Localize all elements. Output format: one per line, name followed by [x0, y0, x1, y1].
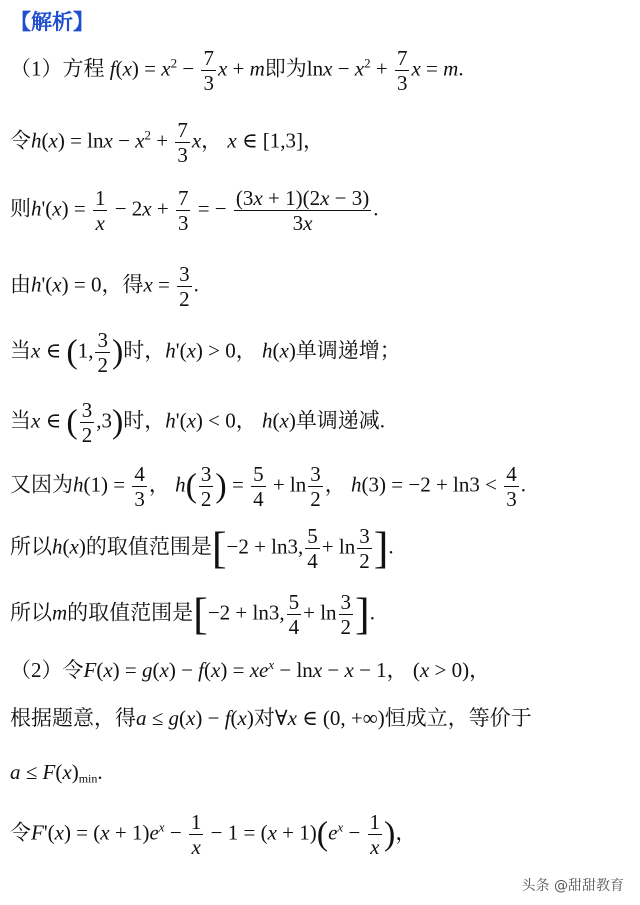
line-range-h: 所以h(x)的取值范围是[−2 + ln3, $\frac{5}{4}$ + ln $\frac{3}{2}$ ]. — [10, 523, 394, 574]
fraction: $\frac{7}{3}$ — [177, 186, 189, 236]
part1-label: （1） — [10, 56, 63, 81]
fraction: $\frac{1}{x}$ — [190, 810, 202, 860]
fraction: $\frac{1}{x}$ — [94, 186, 106, 236]
line-define-F: （2）令$F(x) = g(x) - f(x) = xe^x - \ln x - x - 1$， (x > 0)， — [10, 657, 491, 682]
line-equation-1: （1）方程 $f(x) = x^2$ − $\frac{7}{3}$ x + m即为$\ln x - x^2$ + $\frac{7}{3}$ x = m. — [10, 46, 464, 96]
text-youyinwei: 又因为 — [10, 472, 73, 497]
line-increasing: 当x ∈ (1, $\frac{3}{2}$ )时，h'(x) > 0， h(x)单调递增； — [10, 328, 401, 378]
solution-heading: 【解析】 — [10, 10, 94, 34]
fraction: $\frac{3}{2}$ — [200, 462, 212, 512]
fraction: $\frac{7}{3}$ — [396, 46, 408, 96]
line-condition: 根据题意，得a ≤ g(x) − f(x)对∀x ∈ (0, +∞)恒成立，等价于 — [10, 706, 532, 730]
line-values: 又因为h(1) = $\frac{4}{3}$ ， h( $\frac{3}{2}$ ) = $\frac{5}{4}$ + ln $\frac{3}{2}$ ， h(3) = −2 + ln3 < $\frac{4}{3}$ . — [10, 462, 526, 512]
text-suoyi: 所以 — [10, 534, 52, 559]
fraction: $\frac{3}{2}$ — [81, 398, 93, 448]
text-range: 的取值范围是 — [67, 600, 194, 625]
line-derivative: 则h'(x) = $\frac{1}{x}$ − 2x + $\frac{7}{3}$ = − $\frac{(3x + 1)(2x - 3)}{3x}$ . — [10, 186, 379, 236]
fraction: $\frac{4}{3}$ — [506, 462, 517, 512]
fraction: $\frac{1}{x}$ — [369, 810, 381, 860]
text-suoyi: 所以 — [10, 600, 52, 625]
text-ling: 令 — [10, 128, 31, 153]
fraction: $\frac{3}{2}$ — [310, 462, 321, 512]
fraction: $\frac{7}{3}$ — [177, 118, 188, 168]
fraction: $\frac{3}{2}$ — [359, 524, 370, 574]
line-min: $a \le F(x)_{min}$. — [10, 760, 103, 786]
fraction: $\frac{5}{4}$ — [307, 524, 318, 574]
line-decreasing: 当x ∈ ( $\frac{3}{2}$ ,3)时，h'(x) < 0， h(x)单调递减. — [10, 398, 386, 448]
text-dang: 当 — [10, 408, 31, 433]
text-jiwei: 即为 — [264, 56, 307, 81]
fraction: $\frac{3}{2}$ — [97, 328, 108, 378]
text-genjutiyi: 根据题意，得 — [10, 706, 136, 730]
text-ling: 令 — [10, 820, 31, 845]
watermark: 头条 @甜甜教育 — [521, 878, 624, 894]
text-dang: 当 — [10, 338, 31, 363]
fraction: $\frac{5}{4}$ — [288, 590, 300, 640]
fraction: $\frac{3}{2}$ — [340, 590, 352, 640]
line-range-m: 所以m的取值范围是[−2 + ln3, $\frac{5}{4}$ + ln $\frac{3}{2}$ ]. — [10, 589, 375, 640]
text-shi: 时， — [123, 338, 166, 363]
text-fangcheng: 方程 — [62, 56, 105, 81]
line-zero: 由h'(x) = 0，得x = $\frac{3}{2}$ . — [10, 262, 199, 312]
text-you: 由 — [10, 272, 31, 297]
line-define-h: 令$h(x) = \ln x - x^2$ + $\frac{7}{3}$ x， x ∈ [1,3]， — [10, 118, 325, 168]
text-decreasing: 单调递减. — [295, 408, 386, 433]
text-de: ，得 — [101, 272, 144, 297]
text-shi: 时， — [123, 408, 166, 433]
text-ze: 则 — [10, 196, 31, 221]
text-range: 的取值范围是 — [85, 534, 212, 559]
part2-label: （2）令 — [10, 657, 84, 682]
fraction: $\frac{3}{2}$ — [179, 262, 190, 312]
text-hengchengli: 恒成立，等价于 — [384, 706, 532, 730]
fraction: $\frac{5}{4}$ — [253, 462, 264, 512]
text-dui: 对 — [253, 706, 275, 730]
line-F-derivative: 令$F'(x) = (x + 1)e^x$ − $\frac{1}{x}$ − $1 = (x + 1)(e^x$ − $\frac{1}{x}$ )， — [10, 810, 417, 860]
text-increasing: 单调递增； — [295, 338, 401, 363]
fraction: $\frac{(3x + 1)(2x - 3)}{3x}$ — [235, 186, 370, 236]
fraction: $\frac{7}{3}$ — [203, 46, 214, 96]
fraction: $\frac{4}{3}$ — [134, 462, 145, 512]
